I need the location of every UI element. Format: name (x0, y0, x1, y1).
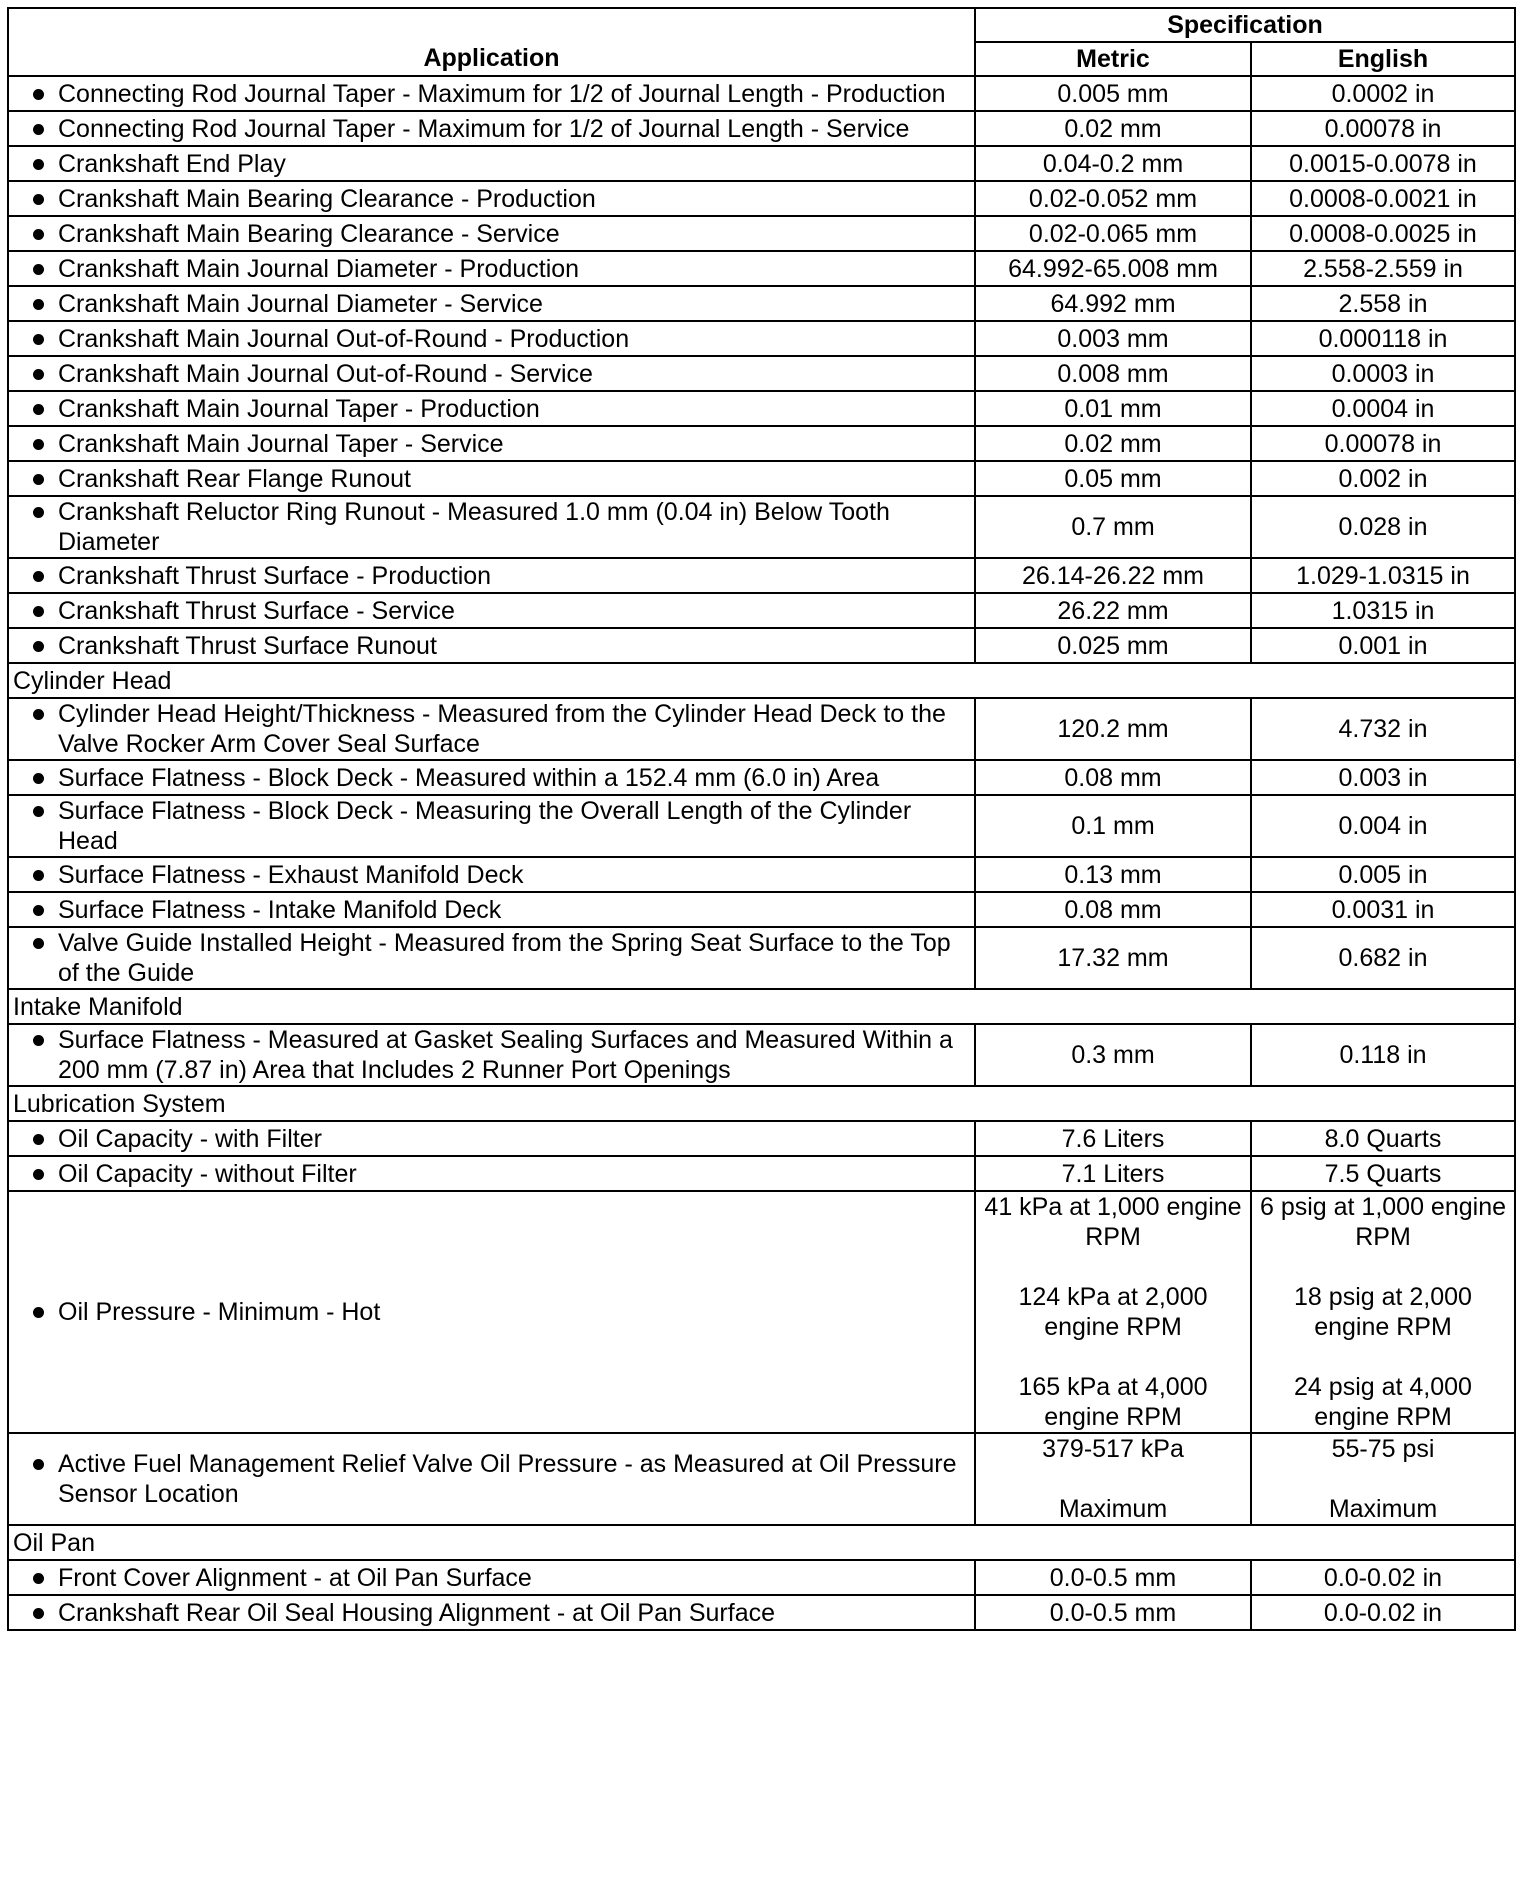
table-row (8, 795, 1515, 857)
application-cell (8, 1191, 975, 1433)
table-row (8, 496, 1515, 558)
application-cell (8, 181, 975, 216)
table-row (8, 76, 1515, 111)
application-cell (8, 698, 975, 760)
bullet-icon (33, 905, 44, 916)
metric-value: 7.6 Liters (975, 1121, 1251, 1156)
application-cell (8, 1595, 975, 1630)
table-row (8, 857, 1515, 892)
bullet-icon (33, 159, 44, 170)
english-value: 0.0003 in (1251, 356, 1515, 391)
section-row (8, 989, 1515, 1024)
section-heading: Lubrication System (8, 1086, 1515, 1121)
application-text: Crankshaft Thrust Surface Runout (58, 631, 437, 660)
metric-value: 64.992-65.008 mm (975, 251, 1251, 286)
table-row (8, 216, 1515, 251)
application-text: Crankshaft Main Journal Taper - Production (58, 394, 540, 423)
english-value: 1.0315 in (1251, 593, 1515, 628)
application-cell (8, 356, 975, 391)
application-text: Oil Capacity - without Filter (58, 1159, 357, 1188)
bullet-icon (33, 299, 44, 310)
application-cell (8, 795, 975, 857)
metric-value: 0.04-0.2 mm (975, 146, 1251, 181)
english-value: 55-75 psi Maximum (1251, 1433, 1515, 1525)
application-text: Surface Flatness - Block Deck - Measuring the Overall Length of the Cylinder Head (58, 797, 912, 855)
table-row (8, 1156, 1515, 1191)
metric-value: 0.1 mm (975, 795, 1251, 857)
bullet-icon (33, 870, 44, 881)
table-row (8, 391, 1515, 426)
bullet-icon (33, 229, 44, 240)
metric-value: 0.7 mm (975, 496, 1251, 558)
application-cell (8, 1156, 975, 1191)
bullet-icon (33, 1035, 44, 1046)
table-row (8, 1121, 1515, 1156)
bullet-icon (33, 124, 44, 135)
application-cell (8, 391, 975, 426)
application-cell (8, 251, 975, 286)
table-row (8, 286, 1515, 321)
specification-header: Specification (975, 8, 1515, 42)
metric-value: 0.02-0.065 mm (975, 216, 1251, 251)
application-text: Crankshaft Main Bearing Clearance - Service (58, 219, 560, 248)
english-value: 0.003 in (1251, 760, 1515, 795)
section-heading: Intake Manifold (8, 989, 1515, 1024)
application-cell (8, 426, 975, 461)
application-text: Crankshaft End Play (58, 149, 286, 178)
english-value: 4.732 in (1251, 698, 1515, 760)
metric-value: 64.992 mm (975, 286, 1251, 321)
metric-value: 0.005 mm (975, 76, 1251, 111)
application-cell (8, 146, 975, 181)
metric-value: 26.14-26.22 mm (975, 558, 1251, 593)
table-row (8, 181, 1515, 216)
table-row (8, 356, 1515, 391)
bullet-icon (33, 606, 44, 617)
table-row (8, 628, 1515, 663)
table-row (8, 698, 1515, 760)
metric-value: 0.08 mm (975, 892, 1251, 927)
bullet-icon (33, 264, 44, 275)
application-text: Crankshaft Rear Flange Runout (58, 464, 411, 493)
metric-value: 0.0-0.5 mm (975, 1595, 1251, 1630)
bullet-icon (33, 1573, 44, 1584)
bullet-icon (33, 89, 44, 100)
table-row (8, 321, 1515, 356)
english-value: 0.0-0.02 in (1251, 1560, 1515, 1595)
table-row (8, 426, 1515, 461)
table-row (8, 146, 1515, 181)
metric-value: 0.3 mm (975, 1024, 1251, 1086)
table-row (8, 593, 1515, 628)
application-cell (8, 216, 975, 251)
bullet-icon (33, 1169, 44, 1180)
application-cell (8, 1024, 975, 1086)
application-text: Connecting Rod Journal Taper - Maximum for 1/2 of Journal Length - Production (58, 79, 946, 108)
application-cell (8, 892, 975, 927)
application-cell (8, 857, 975, 892)
application-text: Oil Pressure - Minimum - Hot (58, 1298, 381, 1326)
bullet-icon (33, 806, 44, 817)
metric-value: 0.008 mm (975, 356, 1251, 391)
metric-value: 17.32 mm (975, 927, 1251, 989)
application-cell (8, 593, 975, 628)
metric-value: 0.0-0.5 mm (975, 1560, 1251, 1595)
metric-value: 379-517 kPa Maximum (975, 1433, 1251, 1525)
application-text: Crankshaft Reluctor Ring Runout - Measured 1.0 mm (0.04 in) Below Tooth Diameter (58, 498, 890, 556)
metric-value: 41 kPa at 1,000 engine RPM 124 kPa at 2,000 engine RPM 165 kPa at 4,000 engine RPM (975, 1191, 1251, 1433)
english-value: 0.118 in (1251, 1024, 1515, 1086)
table-row (8, 1560, 1515, 1595)
english-value: 0.0008-0.0025 in (1251, 216, 1515, 251)
application-cell (8, 286, 975, 321)
section-row (8, 663, 1515, 698)
application-cell (8, 1433, 975, 1525)
metric-value: 0.02 mm (975, 111, 1251, 146)
application-text: Connecting Rod Journal Taper - Maximum for 1/2 of Journal Length - Service (58, 114, 910, 143)
application-text: Crankshaft Thrust Surface - Service (58, 596, 455, 625)
application-text: Oil Capacity - with Filter (58, 1124, 322, 1153)
application-cell (8, 76, 975, 111)
metric-value: 0.003 mm (975, 321, 1251, 356)
english-value: 0.0008-0.0021 in (1251, 181, 1515, 216)
table-row (8, 1595, 1515, 1630)
bullet-icon (33, 369, 44, 380)
section-heading: Oil Pan (8, 1525, 1515, 1560)
application-text: Front Cover Alignment - at Oil Pan Surface (58, 1563, 532, 1592)
metric-value: 0.13 mm (975, 857, 1251, 892)
metric-value: 0.01 mm (975, 391, 1251, 426)
bullet-icon (33, 1608, 44, 1619)
application-text: Crankshaft Rear Oil Seal Housing Alignment - at Oil Pan Surface (58, 1598, 776, 1627)
application-text: Crankshaft Main Bearing Clearance - Production (58, 184, 596, 213)
application-text: Crankshaft Main Journal Diameter - Production (58, 254, 580, 283)
section-row (8, 1086, 1515, 1121)
english-value: 0.00078 in (1251, 426, 1515, 461)
metric-value: 26.22 mm (975, 593, 1251, 628)
english-value: 0.001 in (1251, 628, 1515, 663)
table-row (8, 558, 1515, 593)
specification-table (7, 7, 1516, 1631)
application-cell (8, 1560, 975, 1595)
application-text: Crankshaft Main Journal Diameter - Service (58, 289, 543, 318)
bullet-icon (33, 439, 44, 450)
table-body (8, 76, 1515, 1630)
bullet-icon (33, 404, 44, 415)
english-value: 8.0 Quarts (1251, 1121, 1515, 1156)
english-value: 0.0-0.02 in (1251, 1595, 1515, 1630)
bullet-icon (33, 507, 44, 518)
application-text: Crankshaft Main Journal Taper - Service (58, 429, 504, 458)
metric-value: 0.05 mm (975, 461, 1251, 496)
application-cell (8, 760, 975, 795)
application-text: Surface Flatness - Exhaust Manifold Deck (58, 860, 524, 889)
application-cell (8, 496, 975, 558)
english-value: 0.682 in (1251, 927, 1515, 989)
table-row (8, 1433, 1515, 1525)
bullet-icon (33, 641, 44, 652)
table-row (8, 111, 1515, 146)
english-value: 7.5 Quarts (1251, 1156, 1515, 1191)
table-row (8, 1024, 1515, 1086)
metric-value: 7.1 Liters (975, 1156, 1251, 1191)
application-text: Crankshaft Thrust Surface - Production (58, 561, 492, 590)
table-row (8, 927, 1515, 989)
english-value: 2.558-2.559 in (1251, 251, 1515, 286)
table-row (8, 251, 1515, 286)
english-value: 0.000118 in (1251, 321, 1515, 356)
section-row (8, 1525, 1515, 1560)
metric-value: 0.08 mm (975, 760, 1251, 795)
english-header: English (1251, 42, 1515, 76)
english-value: 2.558 in (1251, 286, 1515, 321)
application-text: Active Fuel Management Relief Valve Oil Pressure - as Measured at Oil Pressure Sensor Location (58, 1450, 957, 1508)
english-value: 0.0015-0.0078 in (1251, 146, 1515, 181)
bullet-icon (33, 474, 44, 485)
application-header: Application (8, 8, 975, 76)
table-row (8, 760, 1515, 795)
metric-value: 0.02-0.052 mm (975, 181, 1251, 216)
english-value: 0.0002 in (1251, 76, 1515, 111)
english-value: 1.029-1.0315 in (1251, 558, 1515, 593)
application-text: Surface Flatness - Block Deck - Measured within a 152.4 mm (6.0 in) Area (58, 763, 880, 792)
table-row (8, 892, 1515, 927)
english-value: 0.00078 in (1251, 111, 1515, 146)
english-value: 0.005 in (1251, 857, 1515, 892)
english-value: 0.0004 in (1251, 391, 1515, 426)
bullet-icon (33, 194, 44, 205)
application-cell (8, 111, 975, 146)
bullet-icon (33, 1459, 44, 1470)
bullet-icon (33, 571, 44, 582)
english-value: 6 psig at 1,000 engine RPM 18 psig at 2,000 engine RPM 24 psig at 4,000 engine RPM (1251, 1191, 1515, 1433)
application-text: Surface Flatness - Intake Manifold Deck (58, 895, 502, 924)
application-text: Crankshaft Main Journal Out-of-Round - Service (58, 359, 593, 388)
application-text: Crankshaft Main Journal Out-of-Round - Production (58, 324, 630, 353)
bullet-icon (33, 709, 44, 720)
bullet-icon (33, 1307, 44, 1318)
application-cell (8, 461, 975, 496)
metric-header: Metric (975, 42, 1251, 76)
application-cell (8, 1121, 975, 1156)
application-text: Surface Flatness - Measured at Gasket Sealing Surfaces and Measured Within a 200 mm (7.87 in) Area that Includes 2 Runner Port Openings (58, 1026, 953, 1084)
bullet-icon (33, 1134, 44, 1145)
english-value: 0.002 in (1251, 461, 1515, 496)
application-cell (8, 321, 975, 356)
english-value: 0.004 in (1251, 795, 1515, 857)
bullet-icon (33, 334, 44, 345)
application-text: Cylinder Head Height/Thickness - Measured from the Cylinder Head Deck to the Valve Rocker Arm Cover Seal Surface (58, 700, 946, 758)
application-text: Valve Guide Installed Height - Measured from the Spring Seat Surface to the Top of the Guide (58, 929, 951, 987)
section-heading: Cylinder Head (8, 663, 1515, 698)
metric-value: 0.02 mm (975, 426, 1251, 461)
bullet-icon (33, 938, 44, 949)
application-cell (8, 628, 975, 663)
metric-value: 120.2 mm (975, 698, 1251, 760)
english-value: 0.0031 in (1251, 892, 1515, 927)
application-cell (8, 927, 975, 989)
english-value: 0.028 in (1251, 496, 1515, 558)
table-row (8, 461, 1515, 496)
application-cell (8, 558, 975, 593)
table-row (8, 1191, 1515, 1433)
bullet-icon (33, 773, 44, 784)
metric-value: 0.025 mm (975, 628, 1251, 663)
